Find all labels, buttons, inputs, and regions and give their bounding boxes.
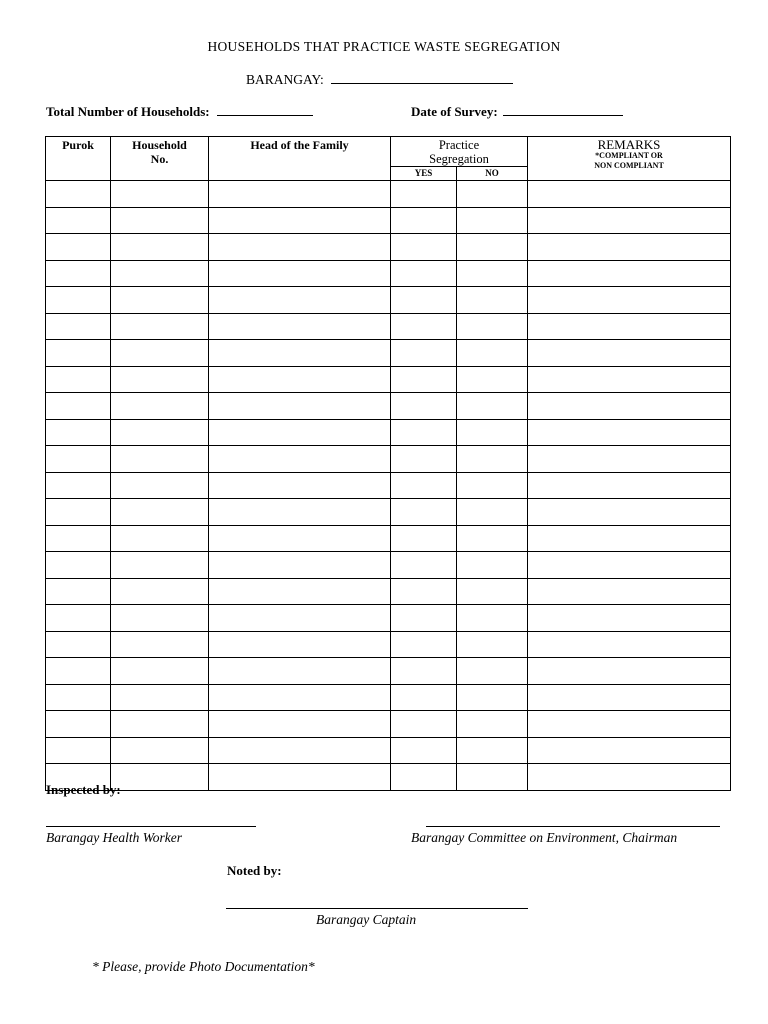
head-of-family-cell[interactable] [209,207,391,234]
no-cell[interactable] [457,631,528,658]
remarks-cell[interactable] [528,578,731,605]
remarks-cell[interactable] [528,764,731,791]
head-of-family-cell[interactable] [209,737,391,764]
remarks-cell[interactable] [528,340,731,367]
head-of-family-cell[interactable] [209,234,391,261]
remarks-cell[interactable] [528,234,731,261]
no-cell[interactable] [457,181,528,208]
total-households-field [46,103,313,120]
no-cell[interactable] [457,419,528,446]
no-cell[interactable] [457,313,528,340]
household-no-cell[interactable] [111,525,209,552]
head-of-family-cell[interactable] [209,393,391,420]
yes-cell[interactable] [391,181,457,208]
health-worker-signature-line[interactable] [46,826,256,827]
yes-cell[interactable] [391,446,457,473]
yes-cell[interactable] [391,711,457,738]
remarks-cell[interactable] [528,605,731,632]
no-cell[interactable] [457,764,528,791]
head-of-family-cell[interactable] [209,711,391,738]
no-cell[interactable] [457,684,528,711]
household-no-cell[interactable] [111,605,209,632]
purok-cell[interactable] [46,472,111,499]
remarks-cell[interactable] [528,499,731,526]
no-header: NO [457,167,528,181]
yes-cell[interactable] [391,499,457,526]
table-row [46,525,731,552]
yes-cell[interactable] [391,207,457,234]
household-no-cell[interactable] [111,393,209,420]
practice-header-line1: Practice [438,138,480,152]
remarks-cell[interactable] [528,658,731,685]
head-of-family-cell[interactable] [209,605,391,632]
remarks-cell[interactable] [528,737,731,764]
household-no-cell[interactable] [111,260,209,287]
purok-cell[interactable] [46,737,111,764]
remarks-cell[interactable] [528,684,731,711]
purok-cell[interactable] [46,658,111,685]
no-cell[interactable] [457,472,528,499]
no-cell[interactable] [457,446,528,473]
purok-cell[interactable] [46,605,111,632]
household-no-cell[interactable] [111,234,209,261]
committee-chair-signature-line[interactable] [426,826,720,827]
household-no-header [111,137,209,181]
head-of-family-cell[interactable] [209,313,391,340]
yes-cell[interactable] [391,287,457,314]
purok-cell[interactable] [46,552,111,579]
household-no-cell[interactable] [111,764,209,791]
yes-cell[interactable] [391,631,457,658]
inspected-by-label: Inspected by: [46,782,121,797]
yes-cell[interactable] [391,552,457,579]
head-of-family-cell[interactable] [209,552,391,579]
no-cell[interactable] [457,605,528,632]
household-no-cell[interactable] [111,684,209,711]
purok-cell[interactable] [46,260,111,287]
head-of-family-cell[interactable] [209,658,391,685]
remarks-cell[interactable] [528,260,731,287]
barangay-field [246,71,513,88]
table-row [46,472,731,499]
head-of-family-cell[interactable] [209,684,391,711]
no-cell[interactable] [457,658,528,685]
no-cell[interactable] [457,499,528,526]
barangay-blank[interactable] [331,71,513,84]
no-cell[interactable] [457,711,528,738]
yes-cell[interactable] [391,578,457,605]
practice-segregation-header [391,137,528,167]
purok-cell[interactable] [46,525,111,552]
yes-cell[interactable] [391,658,457,685]
remarks-cell[interactable] [528,207,731,234]
purok-header [46,137,111,181]
yes-cell[interactable] [391,340,457,367]
household-no-cell[interactable] [111,366,209,393]
head-of-family-cell[interactable] [209,764,391,791]
purok-cell[interactable] [46,446,111,473]
table-row [46,207,731,234]
remarks-cell[interactable] [528,287,731,314]
head-of-family-cell[interactable] [209,499,391,526]
table-row [46,340,731,367]
table-row [46,552,731,579]
remarks-cell[interactable] [528,181,731,208]
table-row [46,260,731,287]
no-cell[interactable] [457,287,528,314]
household-no-header-line1: Household [132,138,187,152]
head-of-family-cell[interactable] [209,181,391,208]
practice-header-line2: Segregation [429,152,489,166]
yes-cell[interactable] [391,472,457,499]
head-of-family-cell[interactable] [209,472,391,499]
household-no-cell[interactable] [111,287,209,314]
remarks-note-line1: *COMPLIANT OR [595,151,663,160]
household-no-cell[interactable] [111,340,209,367]
remarks-header [528,137,731,181]
no-cell[interactable] [457,393,528,420]
noted-by-label: Noted by: [227,863,282,878]
health-worker-title: Barangay Health Worker [46,830,182,845]
remarks-cell[interactable] [528,525,731,552]
no-cell[interactable] [457,525,528,552]
purok-cell[interactable] [46,340,111,367]
household-no-cell[interactable] [111,631,209,658]
remarks-note-line2: NON COMPLIANT [594,161,664,170]
date-of-survey-field [411,103,623,120]
yes-cell[interactable] [391,684,457,711]
household-no-header-line2: No. [150,152,169,166]
household-no-cell[interactable] [111,578,209,605]
table-row [46,287,731,314]
no-cell[interactable] [457,366,528,393]
table-row [46,711,731,738]
captain-signature-line[interactable] [226,908,528,909]
table-body [46,181,731,791]
head-of-family-cell[interactable] [209,419,391,446]
no-cell[interactable] [457,207,528,234]
purok-cell[interactable] [46,684,111,711]
no-cell[interactable] [457,552,528,579]
remarks-cell[interactable] [528,552,731,579]
household-no-cell[interactable] [111,737,209,764]
table-row [46,631,731,658]
purok-cell[interactable] [46,631,111,658]
purok-cell[interactable] [46,181,111,208]
table-row [46,658,731,685]
table-row [46,181,731,208]
table-row [46,684,731,711]
remarks-cell[interactable] [528,711,731,738]
date-of-survey-label: Date of Survey: [411,104,498,119]
head-of-family-cell[interactable] [209,287,391,314]
total-households-blank[interactable] [217,103,313,116]
remarks-header-label: REMARKS [597,137,661,152]
yes-cell[interactable] [391,764,457,791]
remarks-cell[interactable] [528,313,731,340]
household-no-cell[interactable] [111,313,209,340]
purok-cell[interactable] [46,366,111,393]
form-title: HOUSEHOLDS THAT PRACTICE WASTE SEGREGATION [207,39,561,54]
yes-cell[interactable] [391,366,457,393]
table-row [46,313,731,340]
no-cell[interactable] [457,340,528,367]
household-no-cell[interactable] [111,419,209,446]
table-row [46,578,731,605]
yes-cell[interactable] [391,525,457,552]
household-no-cell[interactable] [111,552,209,579]
head-of-family-cell[interactable] [209,631,391,658]
purok-cell[interactable] [46,393,111,420]
head-of-family-header [209,137,391,181]
purok-header-label: Purok [62,138,94,152]
yes-cell[interactable] [391,737,457,764]
no-cell[interactable] [457,578,528,605]
table-header-row [46,137,731,167]
barangay-label: BARANGAY: [246,72,324,87]
purok-cell[interactable] [46,499,111,526]
household-no-cell[interactable] [111,658,209,685]
head-of-family-header-label: Head of the Family [250,138,349,152]
purok-cell[interactable] [46,234,111,261]
purok-cell[interactable] [46,313,111,340]
photo-documentation-note: * Please, provide Photo Documentation* [92,959,315,974]
yes-cell[interactable] [391,313,457,340]
remarks-cell[interactable] [528,631,731,658]
yes-cell[interactable] [391,234,457,261]
table-row [46,419,731,446]
head-of-family-cell[interactable] [209,340,391,367]
remarks-cell[interactable] [528,366,731,393]
survey-table [45,136,731,791]
household-no-cell[interactable] [111,711,209,738]
purok-cell[interactable] [46,711,111,738]
table-row [46,366,731,393]
no-cell[interactable] [457,737,528,764]
no-cell[interactable] [457,234,528,261]
head-of-family-cell[interactable] [209,578,391,605]
purok-cell[interactable] [46,419,111,446]
table-row [46,446,731,473]
yes-cell[interactable] [391,605,457,632]
table-row [46,234,731,261]
head-of-family-cell[interactable] [209,366,391,393]
captain-title: Barangay Captain [316,912,417,927]
household-no-cell[interactable] [111,181,209,208]
purok-cell[interactable] [46,207,111,234]
table-row [46,737,731,764]
date-of-survey-blank[interactable] [503,103,623,116]
household-no-cell[interactable] [111,499,209,526]
yes-cell[interactable] [391,419,457,446]
no-cell[interactable] [457,260,528,287]
yes-header: YES [391,167,457,181]
committee-chair-title: Barangay Committee on Environment, Chairman [411,830,678,845]
table-row [46,393,731,420]
yes-cell[interactable] [391,393,457,420]
head-of-family-cell[interactable] [209,525,391,552]
yes-cell[interactable] [391,260,457,287]
table-row [46,605,731,632]
household-no-cell[interactable] [111,446,209,473]
purok-cell[interactable] [46,578,111,605]
table-row [46,764,731,791]
total-households-label: Total Number of Households: [46,104,210,119]
head-of-family-cell[interactable] [209,260,391,287]
household-no-cell[interactable] [111,472,209,499]
remarks-cell[interactable] [528,393,731,420]
purok-cell[interactable] [46,287,111,314]
household-no-cell[interactable] [111,207,209,234]
remarks-cell[interactable] [528,419,731,446]
table-row [46,499,731,526]
remarks-cell[interactable] [528,472,731,499]
remarks-cell[interactable] [528,446,731,473]
head-of-family-cell[interactable] [209,446,391,473]
